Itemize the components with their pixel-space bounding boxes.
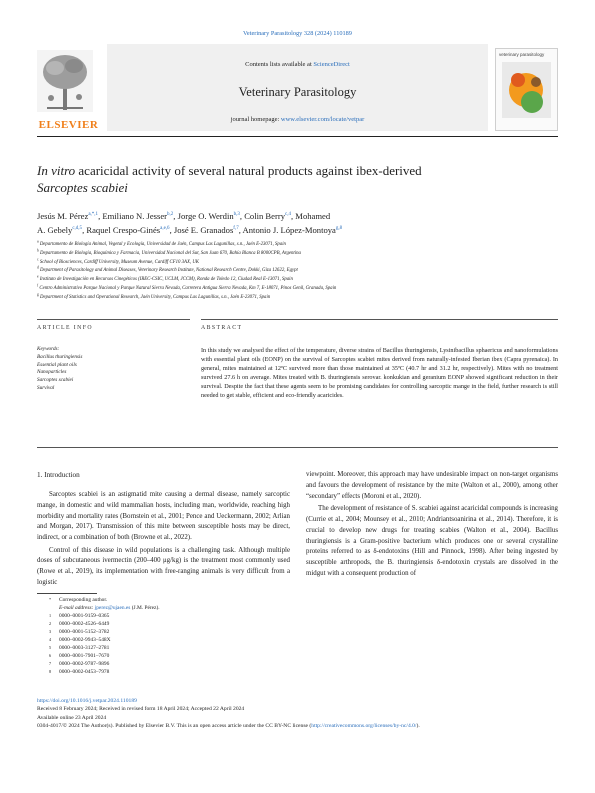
abstract-bottom-divider — [37, 447, 558, 448]
body-column-right — [306, 470, 558, 581]
cover-title: veterinary parasitology — [499, 52, 545, 57]
orcid-footnote — [37, 652, 297, 660]
abstract-divider — [201, 319, 558, 320]
orcid-footnote — [37, 628, 297, 636]
abstract-text: In this study we analysed the effect of the temperature, diverse strains of Bacillus thuringiensis, Lysinibacillus sphaericus and nanoformulations with essential plant oils (EONP) on the survival of Sarcoptes scabiei mites derived from naturally-infested Iberian ibex (Capra pyrenaica). In general, mites maintained at 12ºC survived more than those maintained at 35ºC (40.7 hr and 31.2 hr, respectively). Mites with no treatment survived 27.6 h on average. Mites treated with B. thuringiensis serovar. konkukian and geranium EONP showed significant reduction in their survival. Despite the fact that these agents seem to be promising candidates for controlling sarcoptic mange in the field, further research is still needed to get stable, efficient and eco-friendly acaricides. — [201, 347, 558, 400]
affiliation-text: Department of Statistics and Operational Research, Jaén University, Campus Las Lagunillas, s.n., Jaén E-23071, Spain — [40, 294, 271, 300]
orcid-footnote — [37, 644, 297, 652]
author-affiliation-marker[interactable]: f,7 — [233, 225, 239, 231]
author-affiliation-marker[interactable]: b,3 — [233, 212, 240, 218]
abstract-heading: ABSTRACT — [201, 325, 243, 331]
homepage-line — [107, 116, 488, 123]
affiliation-marker: d — [37, 265, 39, 270]
affiliation-marker: e — [37, 274, 39, 279]
affiliation-marker: b — [37, 248, 39, 253]
affiliation-marker: g — [37, 292, 39, 297]
orcid-footnote — [37, 636, 297, 644]
author-affiliation-marker[interactable]: b,2 — [167, 212, 174, 218]
author-affiliation-marker[interactable]: a,*,1 — [88, 212, 99, 218]
elsevier-logo[interactable] — [37, 44, 100, 131]
section-heading-introduction: 1. Introduction — [37, 471, 80, 479]
journal-banner — [107, 44, 488, 131]
affiliation-item — [37, 250, 558, 259]
received-dates: Received 8 February 2024; Received in revised form 18 April 2024; Accepted 22 April 2024 — [37, 706, 245, 713]
keywords-label: Keywords: — [37, 346, 60, 352]
elsevier-tree-icon — [37, 50, 93, 112]
footnote-divider — [37, 593, 97, 594]
orcid-id[interactable]: 0000–0002-9943–548X — [59, 637, 111, 643]
orcid-id[interactable]: 0000–0001-7901–7670 — [59, 653, 110, 659]
corresponding-marker: * — [49, 597, 52, 602]
article-info-heading: ARTICLE INFO — [37, 325, 93, 331]
license-link[interactable]: http://creativecommons.org/licenses/by-nc/4.0/ — [311, 722, 417, 729]
author-name[interactable]: Jesús M. Pérez — [37, 211, 89, 221]
paragraph: The development of resistance of S. scabiei against acaricidal compounds is increasing (Currie et al., 2004; Mounsey et al., 2010; Andriantsoanirina et al., 2014). Therefore, it is crucial to develop new drugs for treating scabies (Walton et al., 2004). Bacillus thuringiensis is a Gram-positive bacterium which produces one or several crystalline proteins referred to as δ-endotoxins (Hill and Pinnock, 1998). After being ingested by susceptible arthropods, the B. thuringiensis δ-endotoxin crystals are dissolved in the midgut with a consequent production of — [306, 505, 558, 578]
author-name[interactable]: A. Gebely — [37, 224, 73, 235]
orcid-id[interactable]: 0000–0001-5152–3782 — [59, 629, 110, 635]
article-info-divider — [37, 319, 190, 320]
author-affiliation-marker[interactable]: a,e,6 — [160, 225, 170, 231]
keyword-item: Sarcoptes scabiei — [37, 377, 74, 384]
license-line — [37, 722, 558, 730]
orcid-footnote — [37, 612, 297, 620]
orcid-footnote — [37, 668, 297, 676]
author-affiliation-marker[interactable]: g,8 — [335, 225, 343, 231]
orcid-marker: 5 — [49, 645, 52, 650]
affiliation-item — [37, 294, 558, 303]
orcid-marker: 7 — [49, 661, 52, 666]
journal-cover-thumbnail[interactable] — [495, 48, 558, 131]
author-name[interactable]: José E. Granados — [173, 224, 234, 235]
author-affiliation-marker[interactable]: c,4 — [285, 212, 291, 218]
orcid-marker: 2 — [49, 621, 52, 626]
affiliation-item — [37, 259, 558, 268]
paragraph: viewpoint. Moreover, this approach may have undesirable impact on non-target organisms and favours the development of resistance by the mite (Walton et al., 2000), among other “secondary” effects (Moroni et al., 2020). — [306, 471, 558, 500]
article-metadata — [37, 697, 558, 730]
orcid-footnote — [37, 660, 297, 668]
available-online: Available online 23 April 2024 — [37, 714, 107, 721]
orcid-id[interactable]: 0000–0002-4526–6449 — [59, 621, 110, 627]
orcid-id[interactable]: 0000–0001-9159–0365 — [59, 613, 110, 619]
email-link[interactable]: jperez@ujaen.es — [94, 605, 131, 611]
orcid-marker: 8 — [49, 669, 52, 674]
affiliation-text: School of Biosciences, Cardiff University, Museum Avenue, Cardiff CF10 3AX, UK — [39, 259, 199, 265]
affiliation-marker: a — [37, 239, 39, 244]
orcid-marker: 4 — [49, 637, 52, 642]
paragraph: Control of this disease in wild populations is a challenging task. Although multiple doses of subcutaneous ivermectin (200–400 μg/kg) is the treatment most commonly used (Rowe et al., 2019), its implementation with free-ranging animals is very difficult from a logistic — [37, 546, 290, 587]
contents-line — [107, 61, 488, 68]
orcid-marker: 6 — [49, 653, 52, 658]
affiliation-text: Department of Parasitology and Animal Diseases, Veterinary Research Institute, National Research Centre, Dokki, Giza 12622, Egypt — [40, 268, 298, 274]
author-name[interactable]: Raquel Crespo-Ginés — [86, 224, 161, 235]
journal-header — [37, 44, 558, 131]
body-column-left — [37, 470, 290, 590]
orcid-id[interactable]: 0000–0003-3127–2781 — [59, 645, 110, 651]
contents-prefix: Contents lists available at — [245, 61, 314, 68]
affiliation-text: Departamento de Biología Animal, Vegetal y Ecología, Universidad de Jaén, Campus Las Lagunillas, s.n., Jaén E-23071, Spain — [39, 242, 286, 247]
affiliation-item — [37, 267, 558, 276]
title-species: Sarcoptes scabiei — [37, 180, 128, 195]
affiliation-text: Departamento de Biología, Bioquímica y Farmacia, Universidad Nacional del Sur, San Juan 670, Bahía Blanca B 8000CPB, Argentina — [40, 250, 301, 256]
header-divider — [37, 136, 558, 137]
affiliation-marker: c — [37, 257, 39, 261]
author-name[interactable]: Colin Berry — [244, 211, 286, 221]
cover-artwork-icon — [496, 60, 557, 122]
footnote-email — [37, 604, 297, 612]
license-prefix: 0304-4017/© 2024 The Author(s). Published by Elsevier B.V. This is an open access article under the CC BY-NC license ( — [37, 722, 312, 729]
affiliation-text: Centro Administrativo Parque Nacional y Parque Natural Sierra Nevada, Carretera Antigua Sierra Nevada, Km 7, E-18071, Pinos Genil, Granada, Spain — [39, 285, 337, 291]
keyword-item: Essential plant oils — [37, 361, 77, 368]
email-suffix: (J.M. Pérez). — [130, 605, 160, 611]
keyword-item: Bacillus thuringiensis — [37, 354, 83, 360]
orcid-id[interactable]: 0000–0002-9787–9896 — [59, 661, 110, 667]
author-name[interactable]: Jorge O. Werdin — [177, 211, 234, 221]
author-name[interactable]: Emiliano N. Jesser — [102, 211, 168, 221]
author-name[interactable]: Mohamed — [295, 211, 331, 221]
homepage-link[interactable]: www.elsevier.com/locate/vetpar — [280, 116, 365, 123]
affiliation-marker: f — [37, 283, 39, 288]
license-suffix: ). — [416, 722, 420, 729]
orcid-id[interactable]: 0000–0002-0453–7978 — [59, 669, 110, 675]
doi-link[interactable]: https://doi.org/10.1016/j.vetpar.2024.110189 — [37, 698, 137, 704]
publisher-name: ELSEVIER — [38, 119, 99, 131]
keyword-item: Survival — [37, 384, 55, 391]
journal-title: Veterinary Parasitology — [238, 85, 357, 99]
footnotes — [37, 596, 297, 676]
title-italic-part: In vitro — [37, 163, 76, 178]
affiliation-text: Instituto de Investigación en Recursos Cinegéticos (IREC-CSIC, UCLM, JCCM), Ronda de Toledo 12, Ciudad Real E-13071, Spain — [39, 277, 293, 283]
orcid-marker: 3 — [49, 629, 52, 634]
email-label: E-mail address: — [59, 605, 95, 611]
orcid-list — [37, 612, 297, 676]
corresponding-text: Corresponding author. — [59, 597, 108, 603]
homepage-prefix: journal homepage: — [230, 116, 281, 123]
affiliations — [37, 241, 558, 303]
author-name[interactable]: Antonio J. López-Montoya — [242, 224, 336, 235]
title-main: acaricidal activity of several natural products against ibex-derived — [75, 163, 422, 178]
footnote-corresponding — [37, 596, 297, 604]
sciencedirect-link[interactable]: ScienceDirect — [313, 61, 350, 68]
author-affiliation-marker[interactable]: c,d,5 — [72, 225, 83, 231]
orcid-footnote — [37, 620, 297, 628]
author-line-1: Jesús M. Pérez$^{a,*,1}$, Emiliano N. Jesser$^{b,2}$, Jorge O. Werdin$^{b,3}$, Colin Berry$^{c,4}$, Mohamed — [37, 211, 331, 221]
paragraph: Sarcoptes scabiei is an astigmatid mite causing a dermal disease, namely sarcoptic mange, in domestic and wild mammalian hosts, including man, worldwide, reaching high morbidity and mortality rates (Bornstein et al., 2001; Pence and Ueckermann, 2002; Arlian and Morgan, 2017). Transmission of this mite between susceptible hosts may be direct, indirect, or a combination of both (Browne et al., 2022). — [37, 490, 290, 542]
keywords-list — [37, 354, 82, 393]
article-title — [37, 162, 558, 196]
author-list — [37, 210, 558, 237]
keyword-item: Nanoparticles — [37, 369, 67, 376]
author-line-2: A. Gebely$^{c,d,5}$, Raquel Crespo-Ginés$^{a,e,6}$, José E. Granados$^{f,7}$, Antonio J. López-Montoya$^{g,8}$ — [37, 224, 343, 235]
orcid-marker: 1 — [49, 613, 52, 618]
journal-citation[interactable]: Veterinary Parasitology 328 (2024) 110189 — [243, 30, 352, 37]
